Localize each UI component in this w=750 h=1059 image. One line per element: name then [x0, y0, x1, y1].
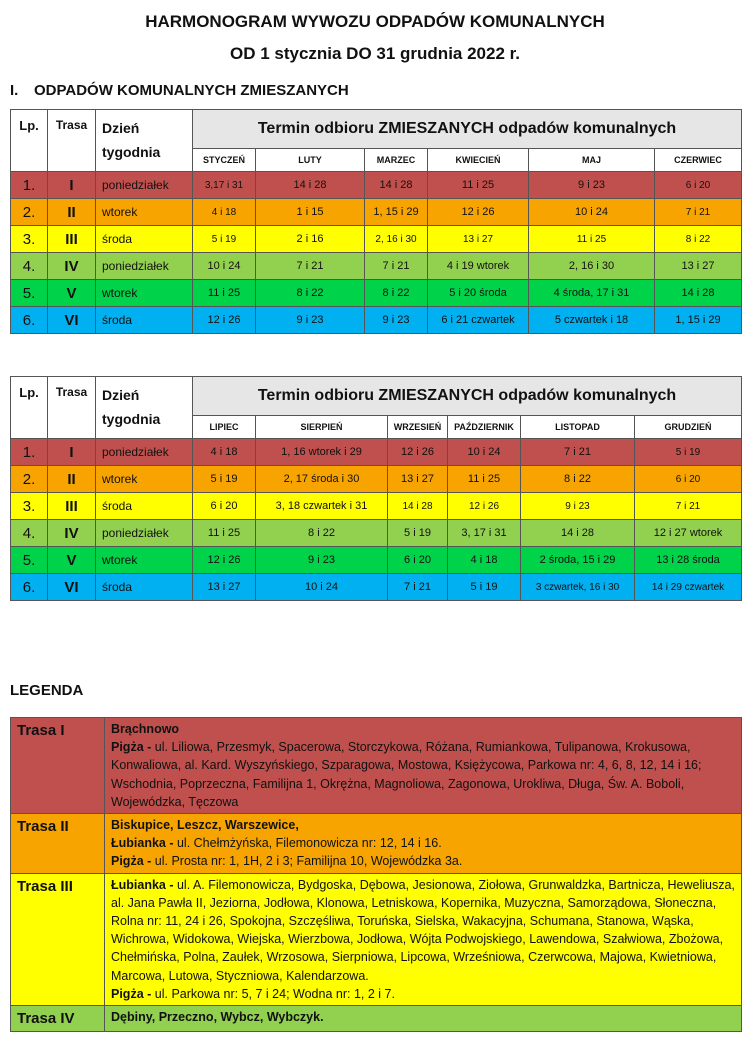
date-cell: 12 i 26: [193, 547, 256, 574]
table-row: [11, 466, 742, 493]
date-cell: 3, 18 czwartek i 31: [256, 493, 388, 520]
date-cell: 7 i 21: [365, 253, 428, 280]
date-cell: 5 i 19: [388, 520, 448, 547]
date-cell: 9 i 23: [521, 493, 635, 520]
table-row: [11, 547, 742, 574]
header-day: Dzień tygodnia: [96, 110, 193, 172]
date-cell: 2 środa, 15 i 29: [521, 547, 635, 574]
date-cell: 14 i 28: [365, 172, 428, 199]
schedule-table-jan-jun: [10, 109, 742, 334]
legend-place: Pigża -: [111, 854, 155, 869]
legend-route-desc: [105, 1006, 742, 1032]
date-cell: 11 i 25: [529, 226, 655, 253]
month-header: LISTOPAD: [521, 416, 635, 439]
date-cell: 14 i 28: [256, 172, 365, 199]
row-lp: 5.: [11, 280, 48, 307]
date-cell: 13 i 28 środa: [635, 547, 742, 574]
legend-place: Biskupice, Leszcz, Warszewice,: [111, 818, 299, 833]
month-header: WRZESIEŃ: [388, 416, 448, 439]
row-day: poniedziałek: [96, 520, 193, 547]
row-day: wtorek: [96, 199, 193, 226]
document-title: HARMONOGRAM WYWOZU ODPADÓW KOMUNALNYCH: [145, 12, 605, 31]
date-cell: 3, 17 i 31: [448, 520, 521, 547]
date-cell: 7 i 21: [521, 439, 635, 466]
section-heading: [10, 82, 349, 99]
legend-route-desc: [105, 814, 742, 874]
date-cell: 4 i 18: [193, 439, 256, 466]
date-cell: 10 i 24: [529, 199, 655, 226]
date-cell: 11 i 25: [448, 466, 521, 493]
date-cell: 8 i 22: [655, 226, 742, 253]
month-header: LIPIEC: [193, 416, 256, 439]
table-row: [11, 574, 742, 601]
row-lp: 4.: [11, 253, 48, 280]
date-cell: 9 i 23: [256, 307, 365, 334]
date-cell: 12 i 26: [448, 493, 521, 520]
row-day: środa: [96, 493, 193, 520]
table-row: [11, 520, 742, 547]
date-cell: 8 i 22: [365, 280, 428, 307]
table-row: [11, 280, 742, 307]
date-cell: 12 i 27 wtorek: [635, 520, 742, 547]
header-lp: Lp.: [11, 377, 48, 439]
legend-row: [11, 718, 742, 814]
table-row: [11, 307, 742, 334]
row-day: poniedziałek: [96, 172, 193, 199]
legend-place: Pigża -: [111, 740, 155, 755]
row-lp: 4.: [11, 520, 48, 547]
date-cell: 10 i 24: [256, 574, 388, 601]
date-cell: 11 i 25: [193, 280, 256, 307]
legend-route-name: Trasa III: [11, 873, 105, 1005]
legend-route-name: Trasa II: [11, 814, 105, 874]
date-cell: 10 i 24: [193, 253, 256, 280]
date-cell: 12 i 26: [193, 307, 256, 334]
date-cell: 4 i 18: [193, 199, 256, 226]
row-lp: 6.: [11, 307, 48, 334]
legend-row: [11, 1006, 742, 1032]
date-cell: 7 i 21: [256, 253, 365, 280]
row-trasa: I: [48, 172, 96, 199]
date-cell: 8 i 22: [256, 280, 365, 307]
date-cell: 14 i 28: [521, 520, 635, 547]
date-cell: 4 i 19 wtorek: [428, 253, 529, 280]
date-cell: 2, 16 i 30: [365, 226, 428, 253]
header-termin: Termin odbioru ZMIESZANYCH odpadów komunalnych: [193, 377, 742, 416]
row-lp: 2.: [11, 199, 48, 226]
date-cell: 8 i 22: [521, 466, 635, 493]
date-cell: 9 i 23: [365, 307, 428, 334]
date-cell: 9 i 23: [256, 547, 388, 574]
date-cell: 10 i 24: [448, 439, 521, 466]
header-trasa: Trasa: [48, 377, 96, 439]
legend-place: Pigża -: [111, 986, 155, 1001]
legend-place: Łubianka -: [111, 877, 177, 892]
date-cell: 4 i 18: [448, 547, 521, 574]
month-header: SIERPIEŃ: [256, 416, 388, 439]
legend-place: Brąchnowo: [111, 722, 180, 736]
legend-place: Łubianka -: [111, 836, 177, 851]
header-trasa: Trasa: [48, 110, 96, 172]
month-header: MAJ: [529, 149, 655, 172]
date-cell: 6 i 20: [655, 172, 742, 199]
row-day: poniedziałek: [96, 253, 193, 280]
row-trasa: IV: [48, 520, 96, 547]
legend-streets: ul. Prosta nr: 1, 1H, 2 i 3; Familijna 10, Wojewódzka 3a.: [154, 854, 463, 869]
date-cell: 1, 16 wtorek i 29: [256, 439, 388, 466]
legend-row: [11, 873, 742, 1005]
row-day: wtorek: [96, 280, 193, 307]
header-day: Dzień tygodnia: [96, 377, 193, 439]
row-day: środa: [96, 307, 193, 334]
legend-route-name: Trasa I: [11, 718, 105, 814]
date-cell: 5 i 19: [193, 466, 256, 493]
date-cell: 5 i 20 środa: [428, 280, 529, 307]
row-trasa: II: [48, 199, 96, 226]
date-cell: 1, 15 i 29: [655, 307, 742, 334]
row-lp: 6.: [11, 574, 48, 601]
date-cell: 5 czwartek i 18: [529, 307, 655, 334]
row-day: środa: [96, 226, 193, 253]
table-row: [11, 493, 742, 520]
legend-place: Dębiny, Przeczno, Wybcz, Wybczyk.: [111, 1010, 324, 1025]
row-day: poniedziałek: [96, 439, 193, 466]
legend-streets: ul. Chełmżyńska, Filemonowicza nr: 12, 14 i 16.: [176, 836, 442, 851]
row-lp: 3.: [11, 226, 48, 253]
section-title: ODPADÓW KOMUNALNYCH ZMIESZANYCH: [34, 82, 349, 99]
section-number: I.: [10, 82, 19, 99]
date-cell: 8 i 22: [256, 520, 388, 547]
legend-route-desc: [105, 718, 742, 814]
row-trasa: III: [48, 493, 96, 520]
row-trasa: VI: [48, 574, 96, 601]
date-cell: 14 i 28: [655, 280, 742, 307]
row-trasa: V: [48, 280, 96, 307]
table-row: [11, 439, 742, 466]
row-lp: 5.: [11, 547, 48, 574]
row-day: środa: [96, 574, 193, 601]
date-cell: 13 i 27: [388, 466, 448, 493]
date-cell: 1 i 15: [256, 199, 365, 226]
date-cell: 7 i 21: [655, 199, 742, 226]
date-cell: 6 i 20: [635, 466, 742, 493]
legend-streets: ul. Liliowa, Przesmyk, Spacerowa, Storczykowa, Różana, Rumiankowa, Tulipanowa, Krokusowa, Konwaliowa, al. Kard. Wyszyńskiego, Szparagowa, Mostowa, Księżycowa, Parkowa nr: 4, 6, 8, 12, 14 i 16; Wschodnia, Poprzeczna, Familijna 1, Okrężna, Magnoliowa, Zagonowa, Urokliwa, Długa, Św. A. Boboli, Wojewódzka, Tęczowa: [111, 740, 702, 809]
date-cell: 12 i 26: [428, 199, 529, 226]
legend-route-name: Trasa IV: [11, 1006, 105, 1032]
date-cell: 5 i 19: [193, 226, 256, 253]
row-trasa: III: [48, 226, 96, 253]
date-cell: 4 środa, 17 i 31: [529, 280, 655, 307]
date-cell: 7 i 21: [635, 493, 742, 520]
date-cell: 2, 16 i 30: [529, 253, 655, 280]
header-lp: Lp.: [11, 110, 48, 172]
row-trasa: II: [48, 466, 96, 493]
legend-row: [11, 814, 742, 874]
date-cell: 2 i 16: [256, 226, 365, 253]
date-cell: 9 i 23: [529, 172, 655, 199]
month-header: PAŹDZIERNIK: [448, 416, 521, 439]
row-lp: 1.: [11, 439, 48, 466]
row-lp: 3.: [11, 493, 48, 520]
month-header: CZERWIEC: [655, 149, 742, 172]
date-cell: 13 i 27: [655, 253, 742, 280]
schedule-table-jul-dec: [10, 376, 742, 601]
row-day: wtorek: [96, 547, 193, 574]
row-trasa: IV: [48, 253, 96, 280]
date-cell: 6 i 20: [193, 493, 256, 520]
legend-route-desc: [105, 873, 742, 1005]
date-cell: 7 i 21: [388, 574, 448, 601]
row-lp: 1.: [11, 172, 48, 199]
header-termin: Termin odbioru ZMIESZANYCH odpadów komunalnych: [193, 110, 742, 149]
row-trasa: V: [48, 547, 96, 574]
row-day: wtorek: [96, 466, 193, 493]
month-header: LUTY: [256, 149, 365, 172]
date-cell: 1, 15 i 29: [365, 199, 428, 226]
date-cell: 6 i 20: [388, 547, 448, 574]
month-header: STYCZEŃ: [193, 149, 256, 172]
legend-streets: ul. A. Filemonowicza, Bydgoska, Dębowa, Jesionowa, Ziołowa, Grunwaldzka, Bartnicza, Heweliusza, al. Jana Pawła II, Jeziorna, Jodłowa, Klonowa, Letniskowa, Kopernika, Muzyczna, Samorządowa, Słoneczna, Rolna nr: 11, 24 i 26, Spokojna, Szczęśliwa, Toruńska, Sielska, Wakacyjna, Schumana, Stanowa, Wąska, Wichrowa, Widokowa, Wiejska, Wierzbowa, Jodłowa, Wójta Podwojskiego, Lawendowa, Szałwiowa, Zbożowa, Chełmińska, Polna, Zaułek, Wrzosowa, Sierpniowa, Lipcowa, Wrześniowa, Czerwcowa, Majowa, Kwietniowa, Marcowa, Lutowa, Styczniowa, Kalendarzowa.: [111, 877, 735, 983]
month-header: GRUDZIEŃ: [635, 416, 742, 439]
legend-streets: ul. Parkowa nr: 5, 7 i 24; Wodna nr: 1, 2 i 7.: [154, 986, 395, 1001]
date-cell: 6 i 21 czwartek: [428, 307, 529, 334]
date-cell: 13 i 27: [428, 226, 529, 253]
date-cell: 14 i 28: [388, 493, 448, 520]
date-cell: 14 i 29 czwartek: [635, 574, 742, 601]
legend-title: LEGENDA: [10, 682, 84, 699]
row-trasa: VI: [48, 307, 96, 334]
date-cell: 11 i 25: [428, 172, 529, 199]
date-cell: 5 i 19: [635, 439, 742, 466]
row-trasa: I: [48, 439, 96, 466]
document-subtitle: OD 1 stycznia DO 31 grudnia 2022 r.: [229, 44, 521, 63]
month-header: KWIECIEŃ: [428, 149, 529, 172]
table-row: [11, 172, 742, 199]
table-row: [11, 199, 742, 226]
month-header: MARZEC: [365, 149, 428, 172]
date-cell: 3 czwartek, 16 i 30: [521, 574, 635, 601]
row-lp: 2.: [11, 466, 48, 493]
table-row: [11, 226, 742, 253]
date-cell: 5 i 19: [448, 574, 521, 601]
date-cell: 11 i 25: [193, 520, 256, 547]
date-cell: 3,17 i 31: [193, 172, 256, 199]
date-cell: 13 i 27: [193, 574, 256, 601]
date-cell: 2, 17 środa i 30: [256, 466, 388, 493]
table-row: [11, 253, 742, 280]
legend-table: [10, 717, 742, 1032]
date-cell: 12 i 26: [388, 439, 448, 466]
